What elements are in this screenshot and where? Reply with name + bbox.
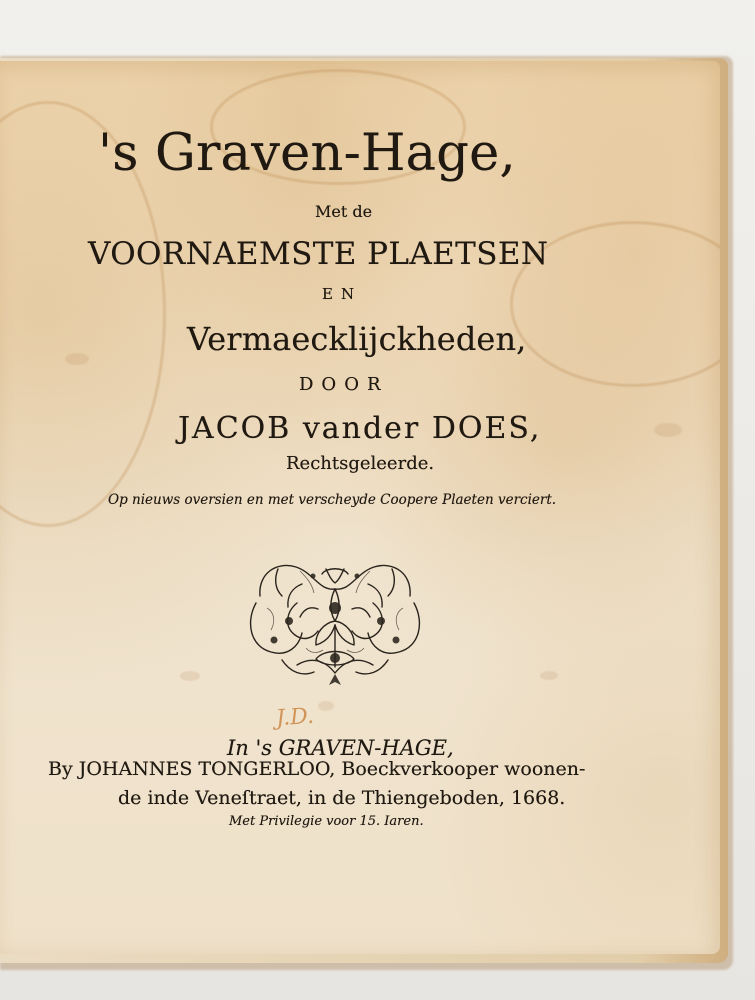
paper-fleck: [540, 671, 558, 680]
book-title: 's Graven-Hage,: [98, 124, 516, 183]
author-name: JACOB vander DOES,: [178, 411, 542, 446]
imprint-printer: By JOHANNES TONGERLOO, Boeckverkooper woonen-: [48, 758, 586, 780]
imprint-place: In 's GRAVEN-HAGE,: [227, 736, 454, 760]
imprint-privilege: Met Privilegie voor 15. Iaren.: [229, 814, 424, 829]
paper-fleck: [318, 701, 334, 711]
edition-note: Op nieuws oversien en met verscheyde Coopere Plaeten verciert.: [108, 492, 557, 508]
met-de-text: Met de: [315, 202, 373, 221]
paper-fleck: [65, 353, 89, 365]
author-profession: Rechtsgeleerde.: [286, 453, 435, 474]
main-subtitle: VOORNAEMSTE PLAETSEN: [88, 236, 549, 272]
en-text: EN: [322, 285, 363, 303]
handwritten-monogram: J.D.: [275, 703, 315, 732]
door-text: DOOR: [299, 374, 389, 395]
vermaecklijckheden-text: Vermaecklijckheden,: [187, 320, 527, 358]
paper-fleck: [180, 671, 200, 681]
paper-fleck: [654, 423, 682, 437]
imprint-address-date: de inde Veneſtraet, in de Thiengeboden, 1668.: [118, 787, 566, 809]
printer-ornament-icon: [240, 551, 430, 691]
title-page: [0, 61, 720, 954]
